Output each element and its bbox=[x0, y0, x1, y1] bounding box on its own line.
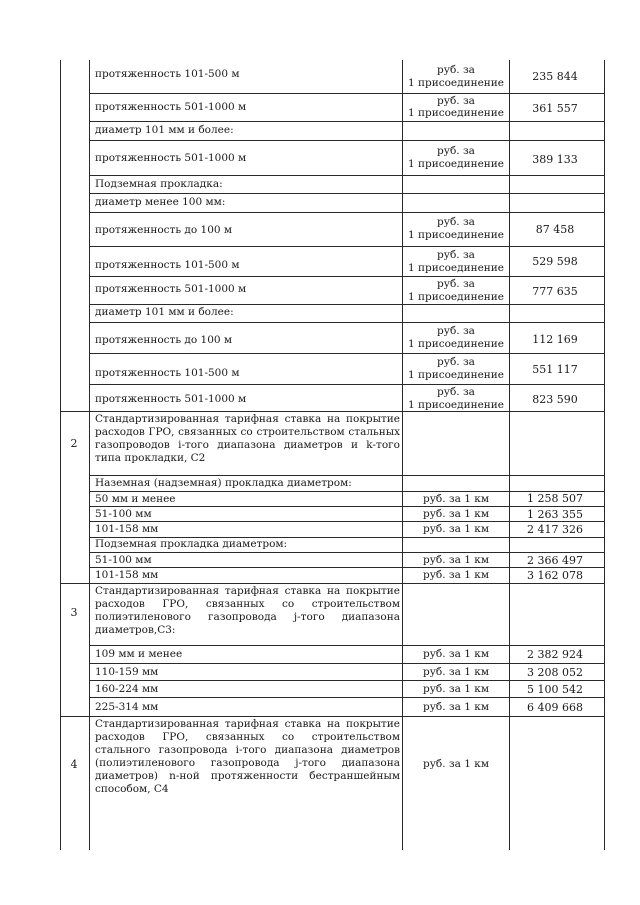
row-unit: руб. за 1 км bbox=[423, 569, 489, 581]
row-unit-line2: 1 присоединение bbox=[407, 338, 505, 350]
row-name: 160-224 мм bbox=[95, 683, 159, 695]
row-divider bbox=[89, 175, 604, 176]
row-value: 2 417 326 bbox=[527, 523, 583, 536]
row-name: диаметр менее 100 мм: bbox=[95, 196, 226, 208]
row-name: Стандартизированная тарифная ставка на покрытие расходов ГРО, связанных со строительством полиэтиленового газопровода j-того диапазона диаметров,С3: bbox=[95, 585, 400, 636]
row-divider bbox=[89, 475, 604, 476]
row-divider bbox=[89, 506, 604, 507]
row-value: 1 263 355 bbox=[527, 508, 583, 521]
row-divider bbox=[89, 212, 604, 213]
row-unit: руб. за 1 км bbox=[423, 758, 489, 770]
row-name: диаметр 101 мм и более: bbox=[95, 124, 234, 136]
column-divider-name bbox=[402, 60, 403, 850]
row-divider bbox=[89, 322, 604, 323]
row-name: протяженность до 100 м bbox=[95, 224, 233, 236]
row-number: 3 bbox=[70, 606, 78, 619]
row-value: 3 162 078 bbox=[527, 569, 583, 582]
row-value: 87 458 bbox=[535, 223, 575, 236]
row-divider bbox=[89, 353, 604, 354]
row-divider bbox=[89, 697, 604, 698]
row-value: 389 133 bbox=[532, 153, 578, 166]
row-unit: руб. за 1 км bbox=[423, 508, 489, 520]
row-name: протяженность 501-1000 м bbox=[95, 152, 247, 164]
row-divider bbox=[60, 583, 604, 584]
row-name: Подземная прокладка: bbox=[95, 178, 223, 190]
row-divider bbox=[89, 680, 604, 681]
row-unit-line2: 1 присоединение bbox=[407, 77, 505, 89]
row-value: 777 635 bbox=[532, 285, 578, 298]
row-name: протяженность до 100 м bbox=[95, 334, 233, 346]
row-divider bbox=[60, 716, 604, 717]
row-value: 2 382 924 bbox=[527, 648, 583, 661]
row-unit-line1: руб. за bbox=[437, 145, 475, 157]
row-unit-line1: руб. за bbox=[437, 64, 475, 76]
row-name: протяженность 101-500 м bbox=[95, 367, 240, 379]
row-unit: руб. за 1 км bbox=[423, 493, 489, 505]
row-value: 529 598 bbox=[532, 255, 578, 268]
row-value: 361 557 bbox=[532, 102, 578, 115]
row-divider bbox=[89, 276, 604, 277]
row-value: 551 117 bbox=[532, 363, 578, 376]
row-divider bbox=[89, 193, 604, 194]
row-unit-line2: 1 присоединение bbox=[407, 229, 505, 241]
row-divider bbox=[89, 645, 604, 646]
row-unit-line1: руб. за bbox=[437, 325, 475, 337]
row-value: 2 366 497 bbox=[527, 554, 583, 567]
row-value: 823 590 bbox=[532, 393, 578, 406]
row-divider bbox=[89, 246, 604, 247]
row-divider bbox=[89, 384, 604, 385]
row-name: протяженность 101-500 м bbox=[95, 68, 240, 80]
row-value: 6 409 668 bbox=[527, 701, 583, 714]
row-name: диаметр 101 мм и более: bbox=[95, 306, 234, 318]
row-unit-line1: руб. за bbox=[437, 386, 475, 398]
row-name: Подземная прокладка диаметром: bbox=[95, 538, 288, 550]
row-value: 1 258 507 bbox=[527, 492, 583, 505]
row-name: 109 мм и менее bbox=[95, 648, 183, 660]
row-value: 5 100 542 bbox=[527, 683, 583, 696]
row-name: 50 мм и менее bbox=[95, 493, 176, 505]
row-unit: руб. за 1 км bbox=[423, 701, 489, 713]
row-divider bbox=[89, 567, 604, 568]
row-value: 3 208 052 bbox=[527, 666, 583, 679]
row-divider bbox=[89, 304, 604, 305]
row-name: 101-158 мм bbox=[95, 523, 159, 535]
row-divider bbox=[89, 663, 604, 664]
row-unit: руб. за 1 км bbox=[423, 554, 489, 566]
row-number: 4 bbox=[70, 758, 78, 771]
row-unit: руб. за 1 км bbox=[423, 648, 489, 660]
row-number: 2 bbox=[70, 437, 78, 450]
row-name: 51-100 мм bbox=[95, 508, 152, 520]
row-unit-line1: руб. за bbox=[437, 95, 475, 107]
table-border-right bbox=[604, 60, 605, 850]
row-name: Стандартизированная тарифная ставка на покрытие расходов ГРО, связанных со строительством стальных газопроводов i-того диапазона диаметров и k-того типа прокладки, С2 bbox=[95, 413, 400, 464]
row-name: протяженность 501-1000 м bbox=[95, 283, 247, 295]
row-name: Стандартизированная тарифная ставка на покрытие расходов ГРО, связанных со строительством стального газопровода i-того диапазона диаметров (полиэтиленового газопровода j-того диапазона диаметров) n-ной протяженности бестраншейным способом, С4 bbox=[95, 718, 400, 795]
row-name: протяженность 501-1000 м bbox=[95, 101, 247, 113]
row-name: протяженность 101-500 м bbox=[95, 259, 240, 271]
row-divider bbox=[89, 93, 604, 94]
row-unit-line2: 1 присоединение bbox=[407, 291, 505, 303]
row-name: Наземная (надземная) прокладка диаметром: bbox=[95, 477, 352, 489]
row-divider bbox=[60, 411, 604, 412]
row-name: 110-159 мм bbox=[95, 666, 159, 678]
row-unit-line2: 1 присоединение bbox=[407, 262, 505, 274]
row-unit-line2: 1 присоединение bbox=[407, 107, 505, 119]
row-value: 112 169 bbox=[532, 333, 578, 346]
row-unit-line1: руб. за bbox=[437, 278, 475, 290]
row-unit-line2: 1 присоединение bbox=[407, 369, 505, 381]
row-unit-line1: руб. за bbox=[437, 216, 475, 228]
row-unit-line2: 1 присоединение bbox=[407, 158, 505, 170]
row-name: протяженность 501-1000 м bbox=[95, 393, 247, 405]
table-border-left bbox=[60, 60, 61, 850]
row-name: 101-158 мм bbox=[95, 569, 159, 581]
row-divider bbox=[89, 552, 604, 553]
row-unit-line1: руб. за bbox=[437, 249, 475, 261]
row-divider bbox=[89, 121, 604, 122]
row-divider bbox=[89, 140, 604, 141]
row-unit: руб. за 1 км bbox=[423, 666, 489, 678]
row-unit-line2: 1 присоединение bbox=[407, 399, 505, 411]
row-unit: руб. за 1 км bbox=[423, 683, 489, 695]
column-divider-unit bbox=[509, 60, 510, 850]
row-unit-line1: руб. за bbox=[437, 356, 475, 368]
row-name: 225-314 мм bbox=[95, 701, 159, 713]
column-divider-number bbox=[89, 60, 90, 850]
row-value: 235 844 bbox=[532, 70, 578, 83]
row-unit: руб. за 1 км bbox=[423, 523, 489, 535]
row-name: 51-100 мм bbox=[95, 554, 152, 566]
row-divider bbox=[89, 521, 604, 522]
